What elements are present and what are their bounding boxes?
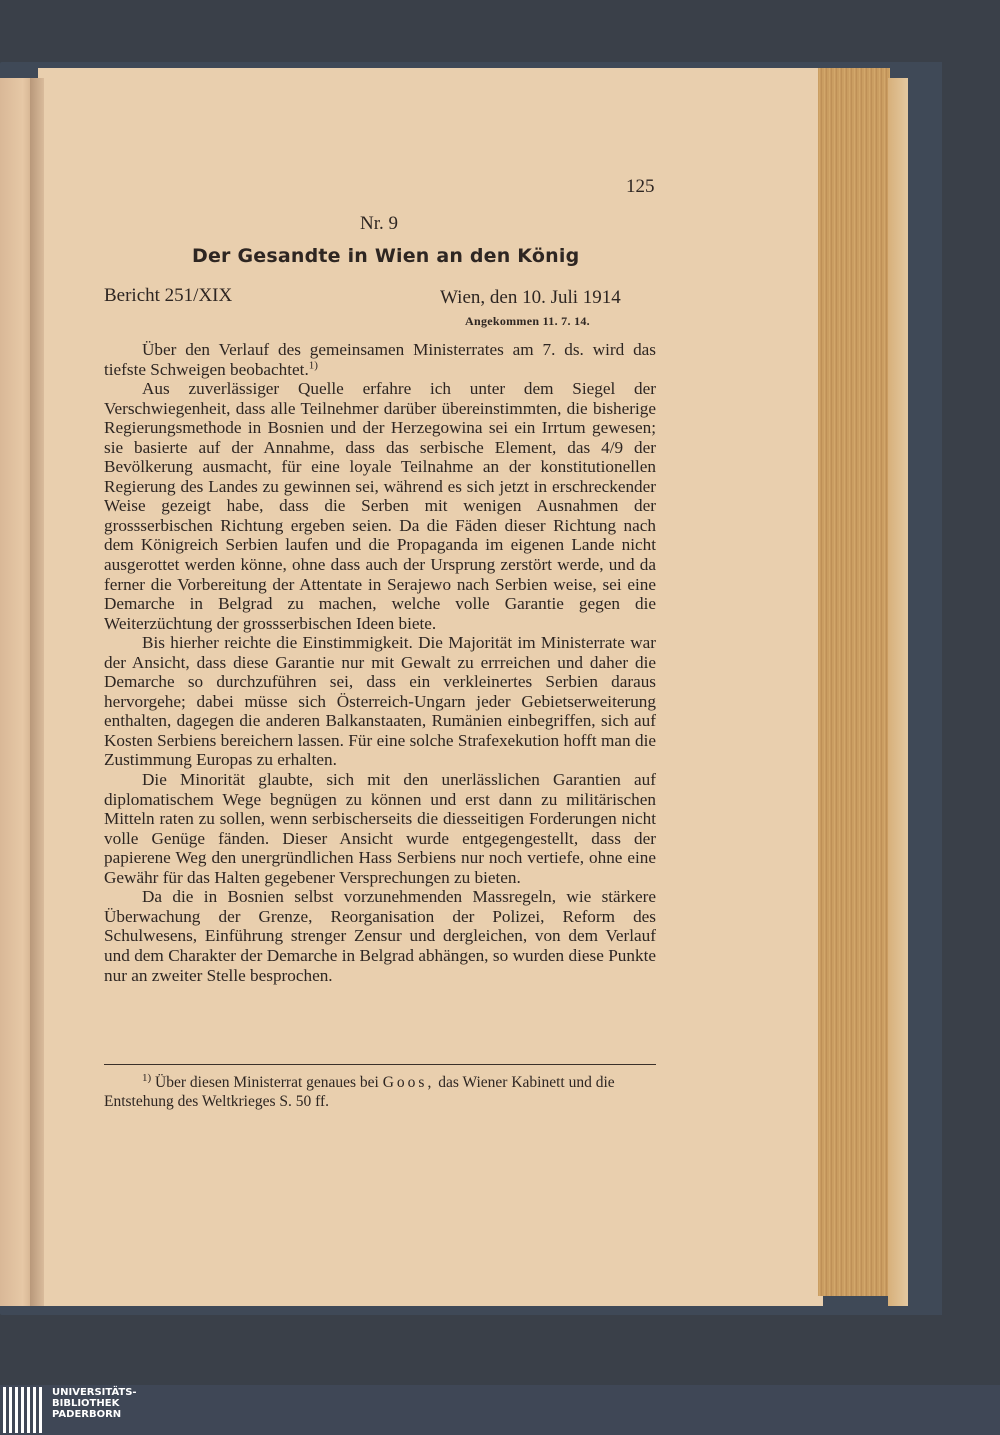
footnote-author: Goos, xyxy=(382,1074,435,1091)
library-line-3: PADERBORN xyxy=(52,1409,122,1420)
page-number: 125 xyxy=(626,176,655,197)
book-board xyxy=(908,62,942,1315)
paragraph-2: Aus zuverlässiger Quelle erfahre ich unter dem Siegel der Verschwiegenheit, dass alle Teilnehmer darüber übereinstimmten, die bisherige Regierungsmethode in Bosnien und der Herzegowina sei ein Irrtum gewesen; sie basierte auf der Annahme, dass das serbische Element, das 4/9 der Bevölkerung ausmacht, für eine loyale Teilnahme an der konstitutionellen Regierung des Landes zu gewinnen sei, während es sich jetzt in erschreckender Weise gezeigt habe, dass die Serben mit wenigen Ausnahmen der grossserbischen Richtung ergeben seien. Da die Fäden dieser Richtung nach dem Königreich Serbien laufen und die Propaganda im eigenen Lande nicht ausgerottet werden könne, ohne dass auch der Ursprung zerstört werde, und da ferner die Vorbereitung der Attentate in Serajewo nach Serbien weise, sei eine Demarche in Belgrad zu machen, welche volle Garantie gegen die Weiterzüchtung der grossserbischen Ideen biete. xyxy=(104,379,656,633)
library-line-2: BIBLIOTHEK xyxy=(52,1398,120,1409)
library-logo-icon xyxy=(3,1387,43,1433)
paragraph-4: Die Minorität glaubte, sich mit den unerlässlichen Garantien auf diplomatischem Wege begnügen zu können und erst dann zu militärischen Mitteln raten zu sollen, wenn serbischerseits die diesseitigen Forderungen nicht volle Genüge fänden. Dieser Ansicht wurde entgegengestellt, dass der papierene Weg den unergründlichen Hass Serbiens nur noch vertiefe, ohne eine Gewähr für das Halten gegebener Versprechungen zu bieten. xyxy=(104,770,656,887)
library-bar xyxy=(0,1385,1000,1435)
footnote-text-a: Über diesen Ministerrat genaues bei xyxy=(155,1074,379,1091)
footnote-divider xyxy=(104,1064,656,1065)
document-title: Der Gesandte in Wien an den König xyxy=(192,245,580,267)
paragraph-1-text: Über den Verlauf des gemeinsamen Ministerrates am 7. ds. wird das tiefste Schweigen beobachtet. xyxy=(104,340,656,379)
footnote-text-b: das Wiener Kabinett und die Entstehung des Weltkrieges S. 50 ff. xyxy=(104,1074,615,1110)
footnote-mark: 1) xyxy=(142,1071,152,1084)
paragraph-1 xyxy=(104,340,656,379)
library-line-1: UNIVERSITÄTS- xyxy=(52,1387,137,1398)
footnote-reference: 1) xyxy=(308,358,318,371)
page-edges xyxy=(818,68,890,1296)
footnote xyxy=(104,1073,656,1111)
report-reference: Bericht 251/XIX xyxy=(104,285,233,306)
arrival-date: Angekommen 11. 7. 14. xyxy=(465,314,590,328)
place-date: Wien, den 10. Juli 1914 xyxy=(440,287,621,308)
page-edge-shadow xyxy=(888,78,910,1306)
library-logo-text xyxy=(52,1387,137,1420)
document-number: Nr. 9 xyxy=(360,213,398,234)
page-gutter xyxy=(30,78,44,1306)
paragraph-5: Da die in Bosnien selbst vorzunehmenden Massregeln, wie stärkere Überwachung der Grenze, Reorganisation der Polizei, Reform des Schulwesens, Einführung strenger Zensur und dergleichen, von dem Verlauf und dem Charakter der Demarche in Belgrad abhängen, so wurden diese Punkte nur an zweiter Stelle besprochen. xyxy=(104,887,656,985)
paragraph-3: Bis hierher reichte die Einstimmigkeit. Die Majorität im Ministerrate war der Ansicht, dass diese Garantie nur mit Gewalt zu errreichen und daher die Demarche so durchzuführen sei, dass ein verkleinertes Serbien daraus hervorgehe; dabei müsse sich Österreich-Ungarn jeder Gebietserweiterung enthalten, dagegen die anderen Balkanstaaten, Rumänien einbegriffen, sich auf Kosten Serbiens bereichern lassen. Für eine solche Strafexekution hofft man die Zustimmung Europas zu erhalten. xyxy=(104,633,656,770)
body-text xyxy=(104,340,656,985)
